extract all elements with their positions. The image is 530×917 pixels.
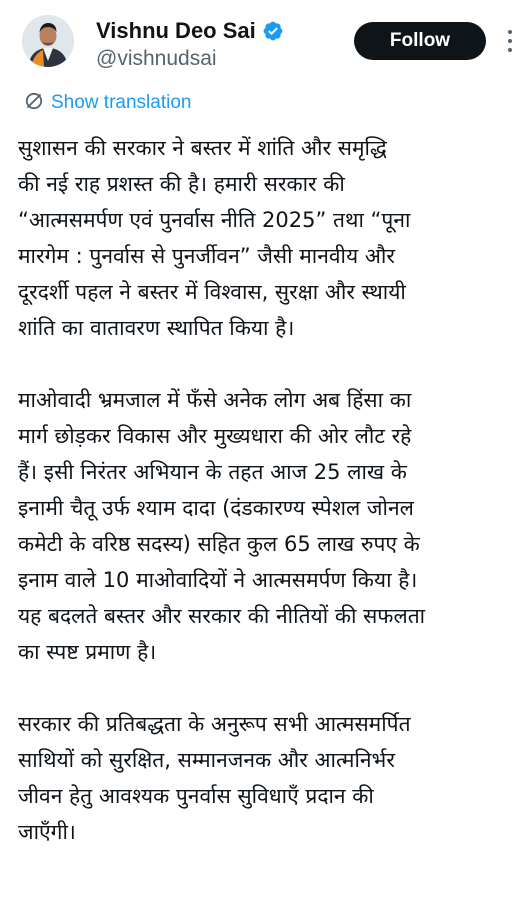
tweet-header — [0, 0, 530, 90]
tweet-paragraph: सरकार की प्रतिबद्धता के अनुरूप सभी आत्मसमर्पित साथियों को सुरक्षित, सम्मानजनक और आत्मनिर्भर जीवन हेतु आवश्यक पुनर्वास सुविधाएँ प्रदान की जाएँगी। — [18, 712, 411, 844]
show-translation-label: Show translation — [51, 92, 192, 113]
tweet-text — [18, 130, 518, 850]
more-dot — [508, 48, 512, 52]
avatar-photo-icon — [22, 15, 74, 67]
avatar[interactable] — [22, 15, 74, 67]
author-info — [96, 18, 284, 71]
display-name-row — [96, 18, 284, 44]
show-translation-link[interactable] — [24, 90, 191, 116]
verified-badge-icon — [262, 20, 284, 42]
more-dot — [508, 39, 512, 43]
more-options-icon[interactable] — [500, 28, 520, 54]
tweet-paragraph: माओवादी भ्रमजाल में फँसे अनेक लोग अब हिंसा का मार्ग छोड़कर विकास और मुख्यधारा की ओर लौट रहे हैं। इसी निरंतर अभियान के तहत आज 25 लाख के इनामी चैतू उर्फ श्याम दादा (दंडकारण्य स्पेशल जोनल कमेटी के वरिष्ठ सदस्य) सहित कुल 65 लाख रुपए के इनाम वाले 10 माओवादियों ने आत्मसमर्पण किया है। यह बदलते बस्तर और सरकार की नीतियों की सफलता का स्पष्ट प्रमाण है। — [18, 388, 426, 664]
user-handle[interactable]: @vishnudsai — [96, 47, 217, 70]
more-dot — [508, 30, 512, 34]
display-name[interactable]: Vishnu Deo Sai — [96, 18, 256, 43]
tweet-paragraph: सुशासन की सरकार ने बस्तर में शांति और समृद्धि की नई राह प्रशस्त की है। हमारी सरकार की “आत्मसमर्पण एवं पुनर्वास नीति 2025” तथा “पूना मारगेम : पुनर्वास से पुनर्जीवन” जैसी मानवीय और दूरदर्शी पहल ने बस्तर में विश्वास, सुरक्षा और स्थायी शांति का वातावरण स्थापित किया है। — [18, 136, 411, 340]
follow-button[interactable]: Follow — [354, 22, 486, 60]
translate-icon — [24, 91, 44, 116]
